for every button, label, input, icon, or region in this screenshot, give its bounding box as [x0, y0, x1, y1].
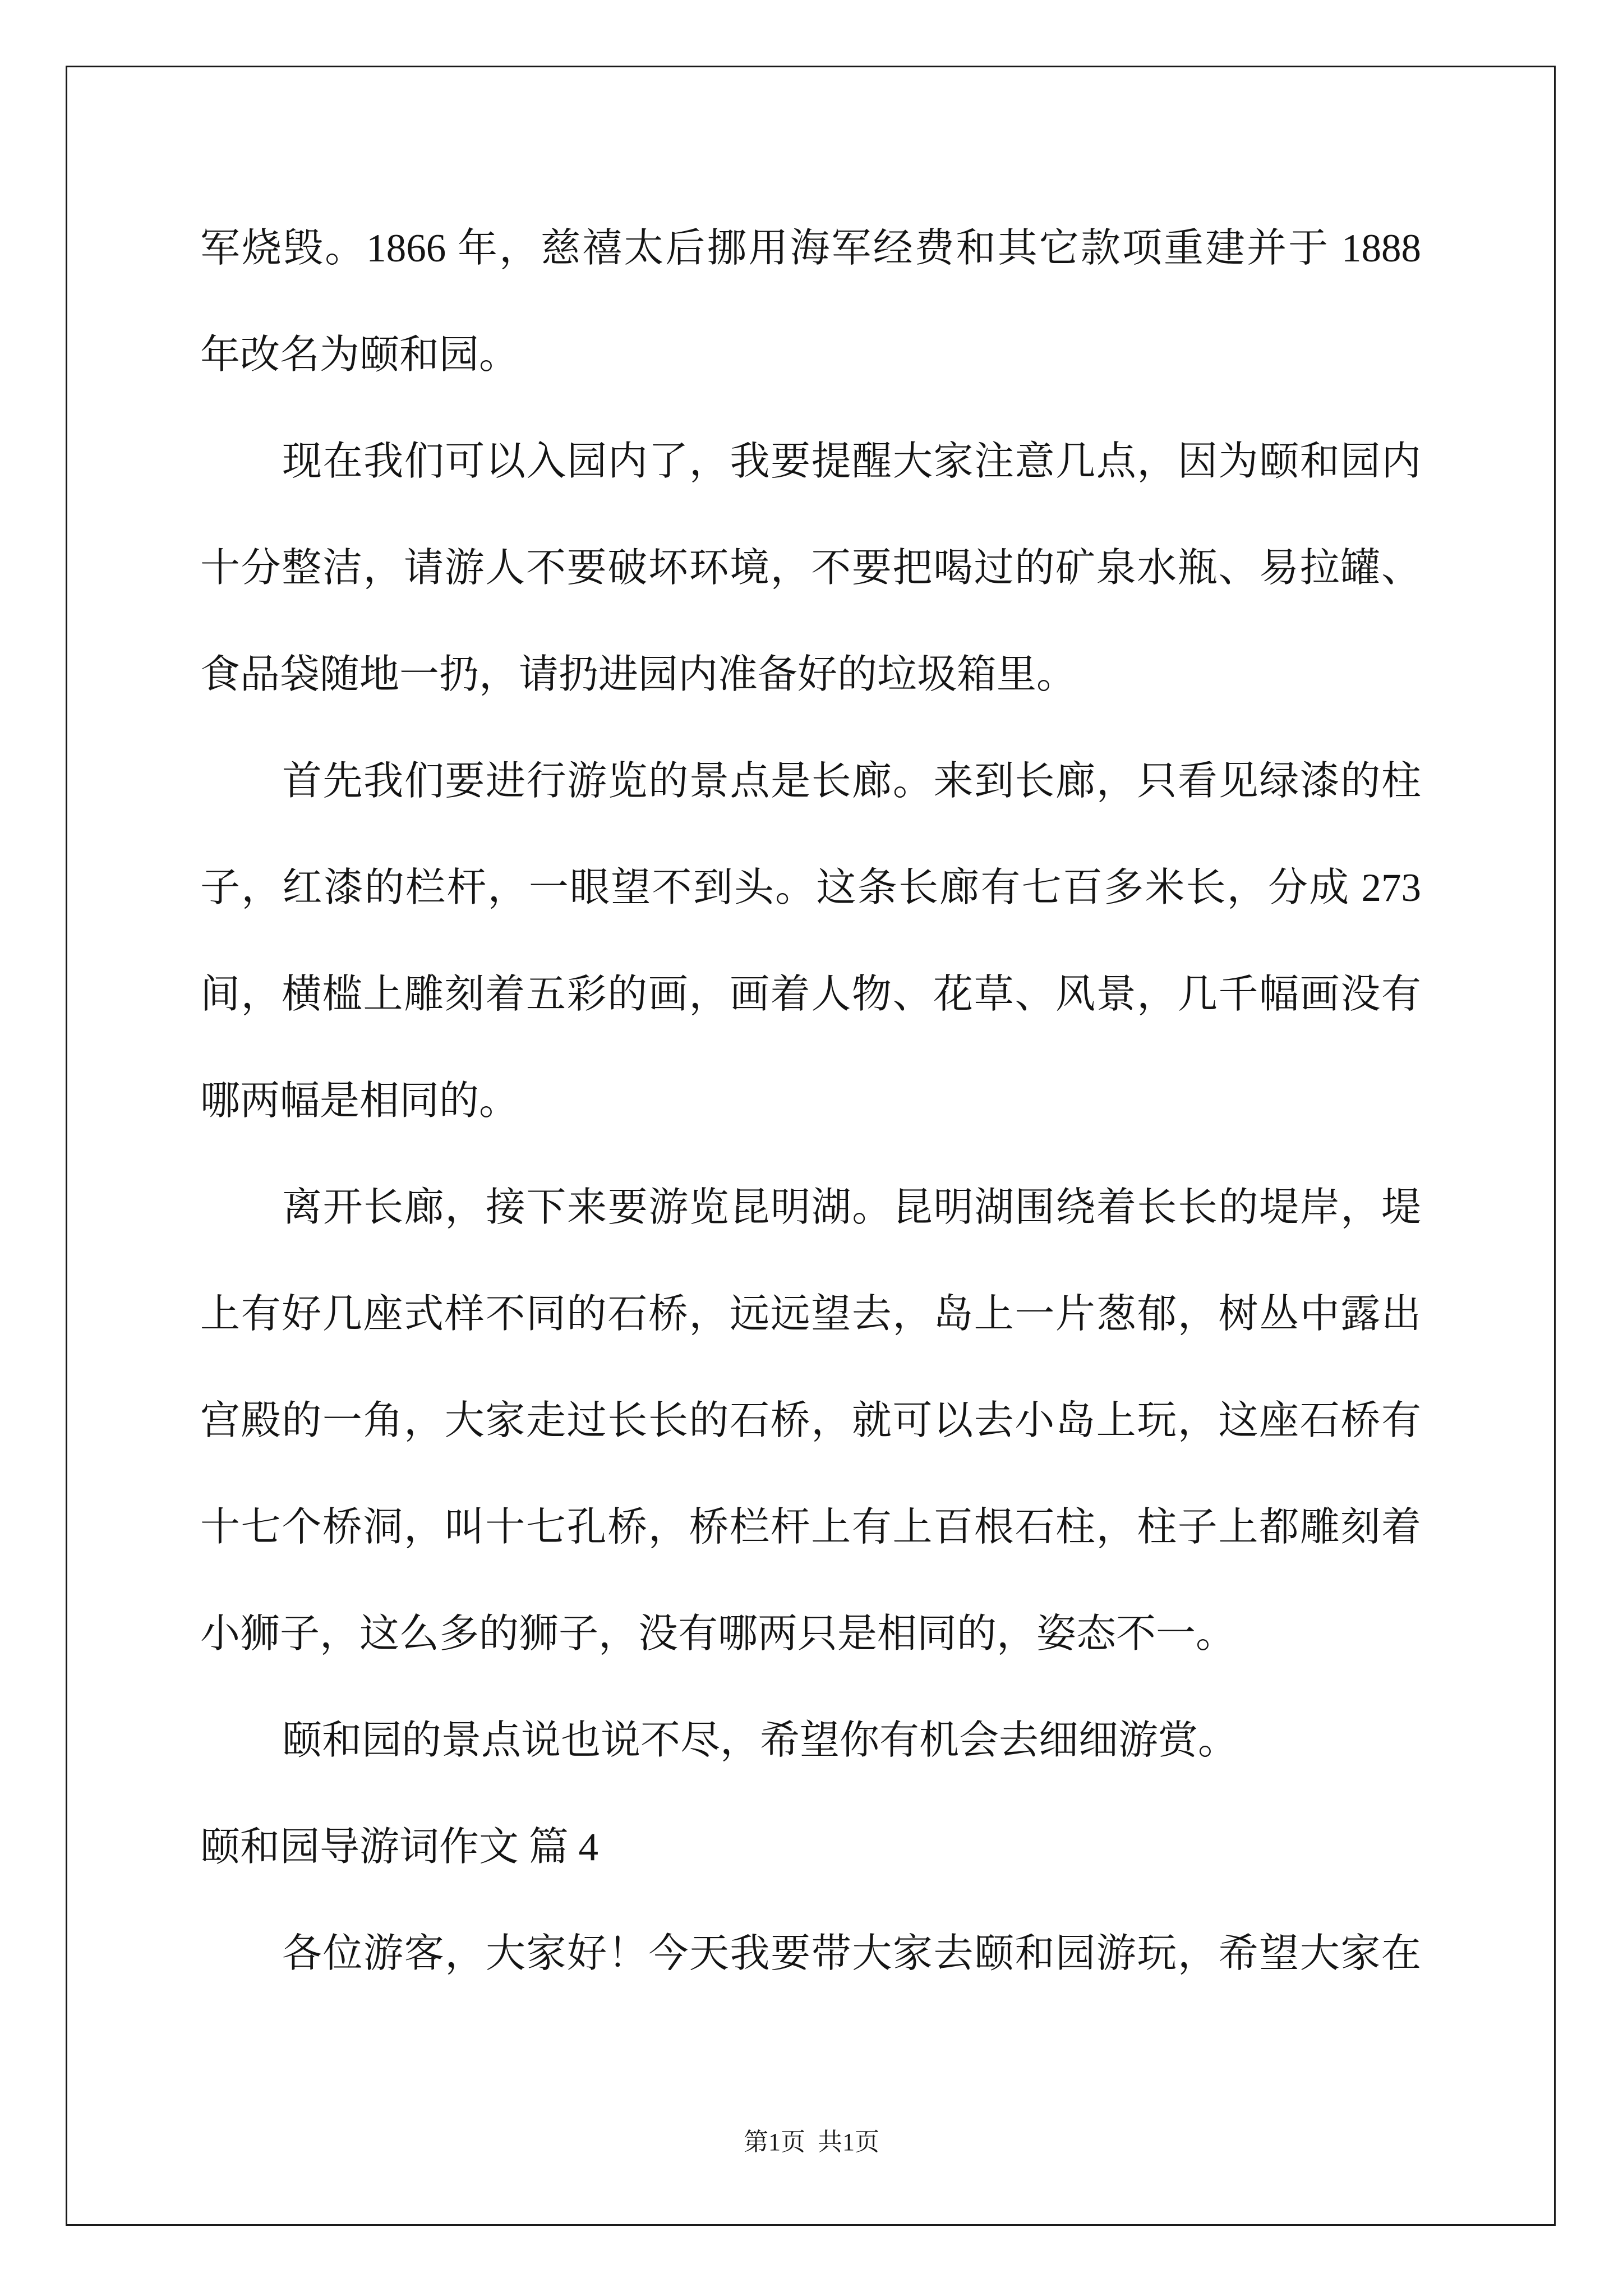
- text-line: 宫殿的一角，大家走过长长的石桥，就可以去小岛上玩，这座石桥有: [200, 1399, 1421, 1443]
- text-line: 各位游客，大家好！今天我要带大家去颐和园游玩，希望大家在: [282, 1932, 1421, 1976]
- text-line: 年改名为颐和园。: [200, 333, 519, 377]
- text-line: 现在我们可以入园内了，我要提醒大家注意几点，因为颐和园内: [282, 440, 1421, 484]
- text-line: 首先我们要进行游览的景点是长廊。来到长廊，只看见绿漆的柱: [282, 760, 1421, 803]
- text-line: 上有好几座式样不同的石桥，远远望去，岛上一片葱郁，树丛中露出: [200, 1292, 1421, 1336]
- text-line: 小狮子，这么多的狮子，没有哪两只是相同的，姿态不一。: [200, 1612, 1236, 1656]
- page-number-footer: 第1页 共1页: [744, 2128, 879, 2156]
- text-line: 食品袋随地一扔，请扔进园内准备好的垃圾箱里。: [200, 653, 1077, 697]
- text-line: 十七个桥洞，叫十七孔桥，桥栏杆上有上百根石柱，柱子上都雕刻着: [200, 1506, 1421, 1549]
- document-body: [200, 195, 1421, 2007]
- text-line: 哪两幅是相同的。: [200, 1079, 519, 1123]
- text-line: 颐和园的景点说也说不尽，希望你有机会去细细游赏。: [282, 1719, 1238, 1763]
- section-heading: 颐和园导游词作文 篇 4: [200, 1825, 599, 1869]
- text-line: 军烧毁。1866 年，慈禧太后挪用海军经费和其它款项重建并于 1888: [200, 227, 1421, 270]
- text-line: 十分整洁，请游人不要破坏环境，不要把喝过的矿泉水瓶、易拉罐、: [200, 546, 1421, 590]
- text-line: 间，横槛上雕刻着五彩的画，画着人物、花草、风景，几千幅画没有: [200, 973, 1421, 1016]
- text-line: 子，红漆的栏杆，一眼望不到头。这条长廊有七百多米长，分成 273: [200, 866, 1421, 910]
- text-line: 离开长廊，接下来要游览昆明湖。昆明湖围绕着长长的堤岸，堤: [282, 1186, 1421, 1230]
